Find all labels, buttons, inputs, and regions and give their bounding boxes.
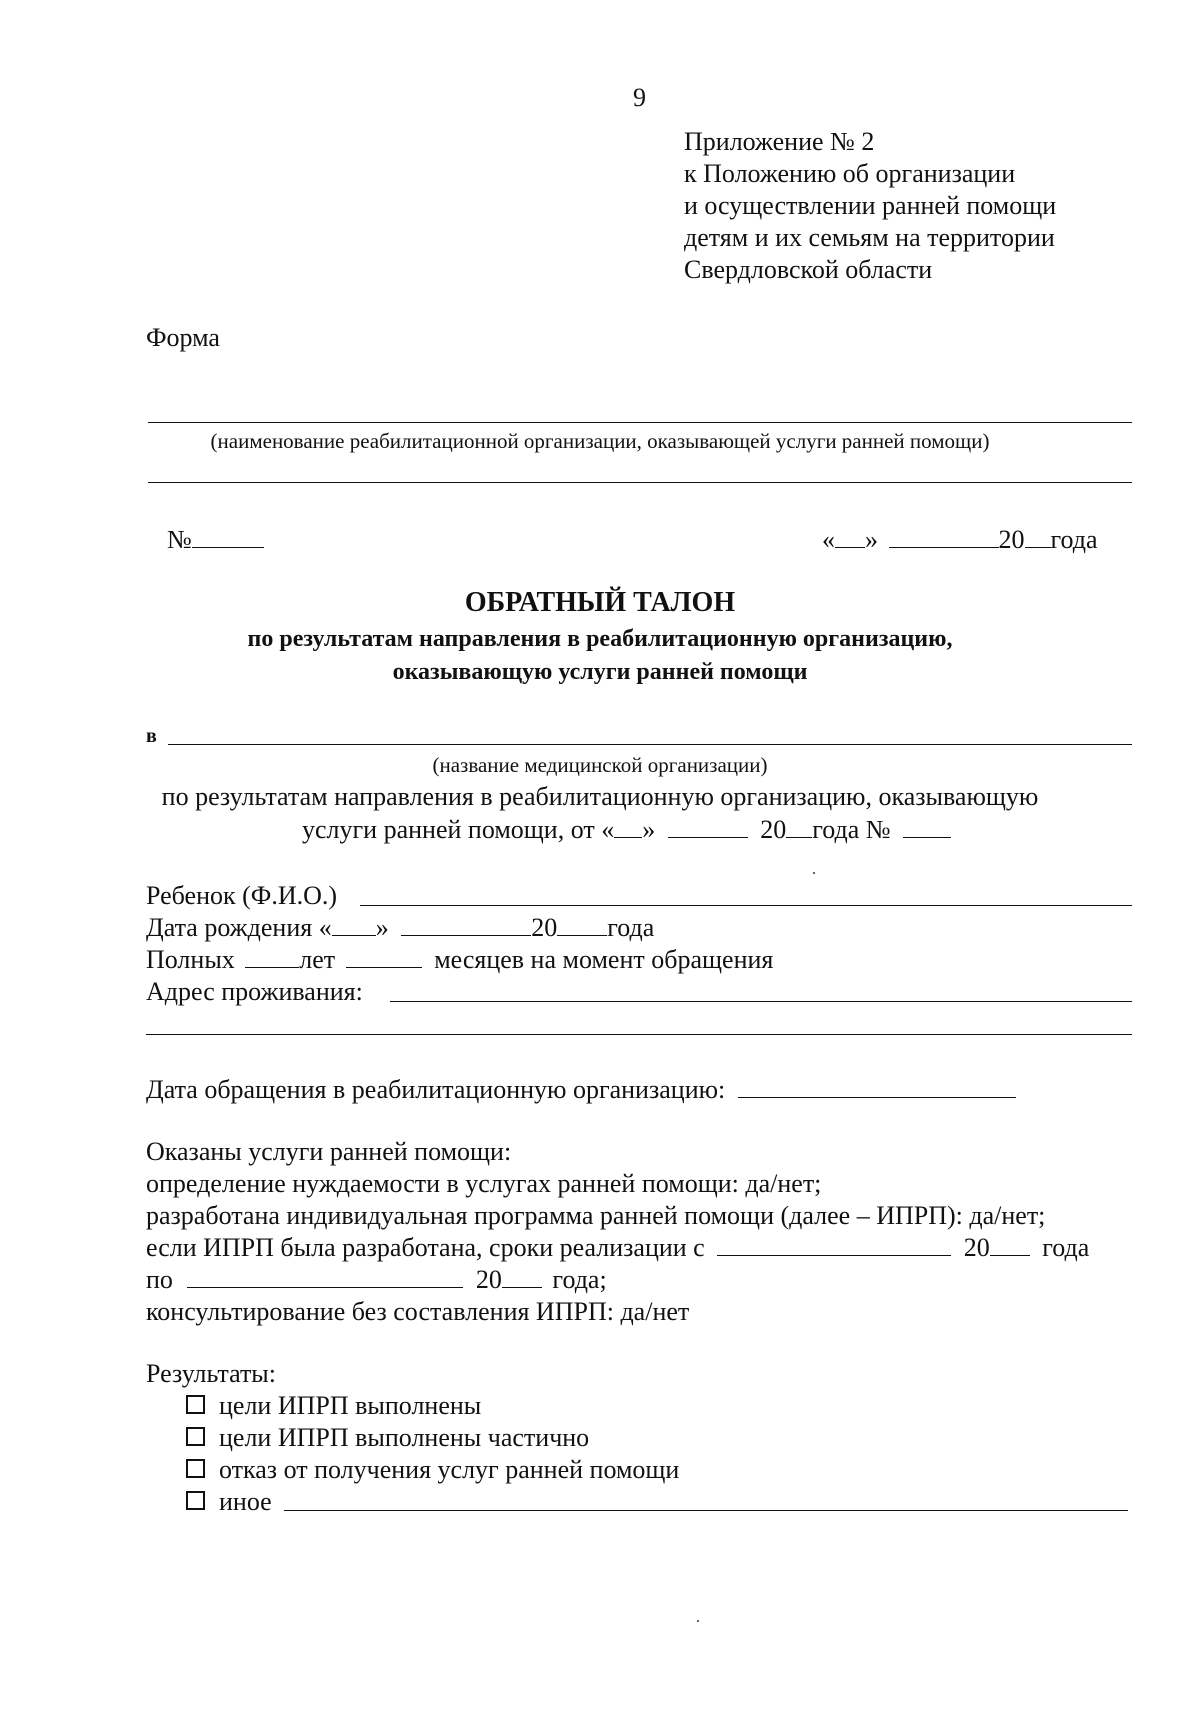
services-line-4 [146,1264,607,1296]
checkbox-icon[interactable] [186,1459,205,1478]
date-year-suffix: года [1050,525,1098,554]
child-name-line[interactable] [360,905,1132,906]
services-period-label: если ИПРП была разработана, сроки реализации с [146,1233,705,1262]
org-name-caption: (наименование реабилитационной организации, оказывающей услуги ранней помощи) [210,429,990,453]
date-month-blank[interactable] [889,525,999,548]
date-field [822,524,1098,556]
child-name-row [146,880,337,912]
form-subtitle-line-1: по результатам направления в реабилитационную организацию, [247,626,953,652]
services-line-3 [146,1232,1089,1264]
referral-number-label: года № [812,815,891,844]
services-period-start-blank[interactable] [717,1233,951,1256]
date-year-blank[interactable] [1025,525,1051,548]
number-field [167,524,264,556]
appendix-line: к Положению об организации [684,159,1016,188]
referral-month-blank[interactable] [668,815,748,838]
visit-date-label: Дата обращения в реабилитационную организацию: [146,1075,726,1104]
child-age-years-label: лет [299,945,336,974]
result-option-label: отказ от получения услуг ранней помощи [219,1455,680,1484]
services-period-to-label: по [146,1265,173,1294]
child-dob-row [146,912,654,944]
result-option-label: иное [219,1487,272,1516]
services-line-5: консультирование без составления ИПРП: да/нет [146,1297,690,1326]
services-period-year-blank[interactable] [990,1233,1030,1256]
services-period-end-year-blank[interactable] [502,1265,542,1288]
child-age-row [146,944,773,976]
result-option[interactable] [186,1486,272,1518]
child-age-label: Полных [146,945,235,974]
child-address-label: Адрес проживания: [146,977,363,1006]
referral-year-prefix: 20 [760,815,787,844]
date-year-prefix: 20 [998,525,1025,554]
form-subtitle-line-2: оказывающую услуги ранней помощи [392,659,808,685]
visit-date-row [146,1074,1016,1106]
checkbox-icon[interactable] [186,1427,205,1446]
services-period-end-blank[interactable] [187,1265,463,1288]
result-option[interactable] [186,1390,481,1422]
child-age-months-label: месяцев на момент обращения [434,945,774,974]
referral-number-blank[interactable] [903,815,951,838]
date-open: « [822,525,835,554]
services-period-year-prefix: 20 [963,1233,990,1262]
referral-from-label: услуги ранней помощи, от « [302,815,615,844]
child-dob-day-blank[interactable] [332,913,376,936]
org-name-line[interactable] [148,422,1132,423]
date-close: » [865,525,878,554]
result-option-label: цели ИПРП выполнены частично [219,1423,590,1452]
visit-date-blank[interactable] [738,1075,1016,1098]
to-prefix: в [146,725,157,747]
scan-speck [813,872,815,874]
number-blank[interactable] [192,525,264,548]
referral-line-1: по результатам направления в реабилитационную организацию, оказывающую [161,782,1039,811]
form-label: Форма [146,323,220,352]
result-option[interactable] [186,1422,589,1454]
child-dob-year-prefix: 20 [531,913,558,942]
appendix-line: Свердловской области [684,255,933,284]
date-day-blank[interactable] [835,525,865,548]
child-name-label: Ребенок (Ф.И.О.) [146,881,338,910]
services-period-year-suffix: года [1042,1233,1090,1262]
child-dob-month-blank[interactable] [401,913,531,936]
services-heading: Оказаны услуги ранней помощи: [146,1137,512,1166]
referral-close-quote: » [642,815,656,844]
child-age-years-blank[interactable] [245,945,299,968]
child-dob-year-blank[interactable] [557,913,607,936]
appendix-line: Приложение № 2 [684,127,875,156]
child-address-line-2[interactable] [146,1034,1132,1035]
child-age-months-blank[interactable] [346,945,422,968]
child-dob-suffix: года [607,913,655,942]
form-title: ОБРАТНЫЙ ТАЛОН [464,587,736,618]
appendix-line: детям и их семьям на территории [684,223,1055,252]
results-heading: Результаты: [146,1359,276,1388]
result-option-label: цели ИПРП выполнены [219,1391,482,1420]
checkbox-icon[interactable] [186,1491,205,1510]
services-period-end-year-prefix: 20 [475,1265,502,1294]
child-dob-label: Дата рождения « [146,913,332,942]
medical-org-line[interactable] [168,744,1132,745]
referral-year-blank[interactable] [786,815,812,838]
referral-day-blank[interactable] [614,815,642,838]
result-option[interactable] [186,1454,679,1486]
services-line-1: определение нуждаемости в услугах ранней помощи: да/нет; [146,1169,822,1198]
services-period-end-suffix: года; [552,1265,607,1294]
checkbox-icon[interactable] [186,1395,205,1414]
scan-speck [697,1620,699,1622]
appendix-line: и осуществлении ранней помощи [684,191,1057,220]
child-dob-close: » [375,913,389,942]
referral-line-2 [302,814,951,846]
number-prefix: № [167,525,192,554]
services-line-2: разработана индивидуальная программа ранней помощи (далее – ИПРП): да/нет; [146,1201,1046,1230]
page-number: 9 [633,83,646,112]
org-name-line-2[interactable] [148,482,1132,483]
result-other-line[interactable] [284,1510,1128,1511]
child-address-row [146,976,363,1008]
child-address-line[interactable] [390,1001,1132,1002]
medical-org-caption: (название медицинской организации) [432,753,768,777]
